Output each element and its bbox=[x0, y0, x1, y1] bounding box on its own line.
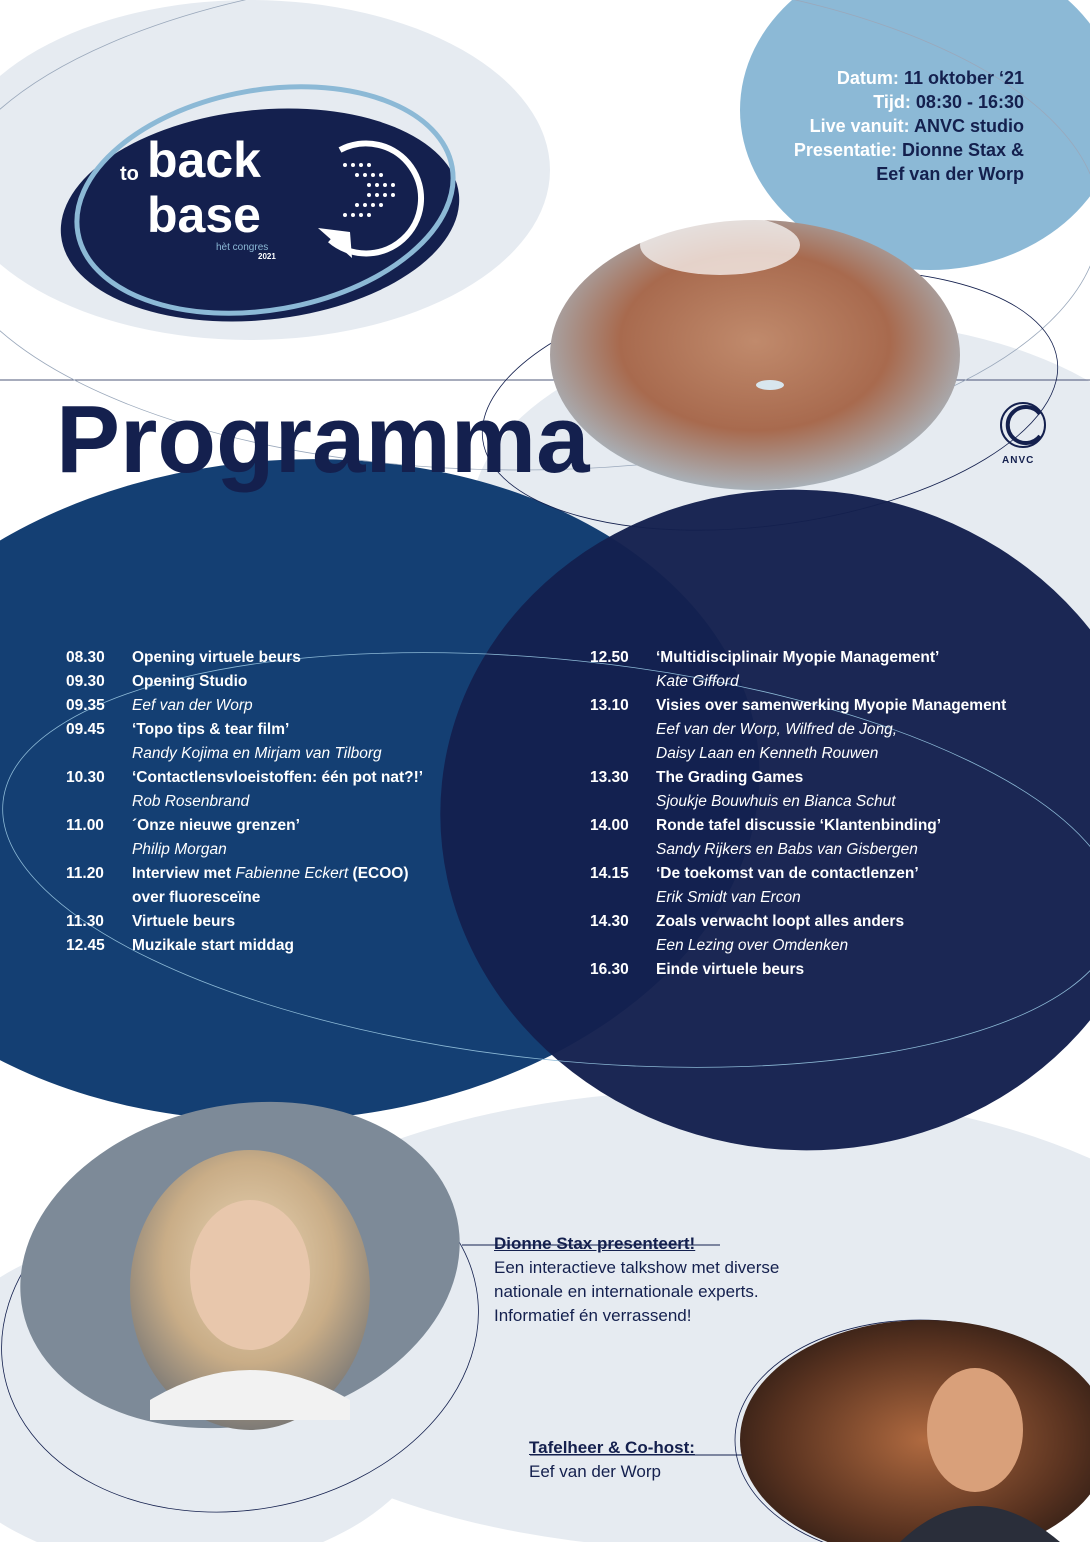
logo-tagline: hèt congres bbox=[216, 242, 269, 253]
program-description: Ronde tafel discussie ‘Klantenbinding’ bbox=[656, 817, 942, 834]
program-description: Virtuele beurs bbox=[132, 913, 236, 930]
eef-heading: Tafelheer & Co-host: bbox=[529, 1438, 695, 1457]
event-info bbox=[794, 66, 1024, 186]
program-description: Een Lezing over Omdenken bbox=[656, 937, 849, 954]
program-time: 12.50 bbox=[590, 649, 629, 666]
program-description-part: Interview met bbox=[132, 865, 236, 882]
program-description: ‘De toekomst van de contactlenzen’ bbox=[656, 865, 919, 882]
program-description: Rob Rosenbrand bbox=[132, 793, 250, 810]
program-row bbox=[66, 766, 486, 790]
program-row bbox=[66, 694, 486, 718]
program-description: Erik Smidt van Ercon bbox=[656, 889, 801, 906]
program-row bbox=[590, 814, 1050, 838]
program-description: Muzikale start middag bbox=[132, 937, 294, 954]
program-row bbox=[66, 646, 486, 670]
info-presenter: Presentatie: Dionne Stax & bbox=[793, 140, 1024, 160]
program-description: Visies over samenwerking Myopie Management bbox=[656, 697, 1007, 714]
eef-line: Eef van der Worp bbox=[529, 1462, 661, 1481]
program-description: Eef van der Worp, Wilfred de Jong, bbox=[656, 721, 898, 738]
program-description: ‘Multidisciplinair Myopie Management’ bbox=[656, 649, 940, 666]
program-description: Daisy Laan en Kenneth Rouwen bbox=[656, 745, 879, 762]
program-row bbox=[66, 790, 486, 814]
program-description: over fluoresceïne bbox=[132, 889, 261, 906]
dionne-block bbox=[494, 1232, 779, 1328]
program-time: 13.30 bbox=[590, 769, 629, 786]
program-description: Kate Gifford bbox=[656, 673, 739, 690]
program-time: 09.45 bbox=[66, 721, 105, 738]
program-time: 11.20 bbox=[66, 865, 104, 882]
program-row bbox=[66, 718, 486, 742]
program-row bbox=[590, 862, 1050, 886]
program-row bbox=[590, 958, 1050, 982]
program-time: 10.30 bbox=[66, 769, 105, 786]
info-presenter-2: Eef van der Worp bbox=[876, 164, 1024, 184]
program-row bbox=[66, 670, 486, 694]
dionne-heading: Dionne Stax presenteert! bbox=[494, 1234, 696, 1253]
eef-block bbox=[529, 1436, 695, 1484]
program-time: 11.00 bbox=[66, 817, 104, 834]
program-row bbox=[590, 646, 1050, 670]
dionne-line: Informatief én verrassend! bbox=[494, 1306, 692, 1325]
program-row bbox=[66, 862, 486, 886]
program-time: 12.45 bbox=[66, 937, 105, 954]
logo-year: 2021 bbox=[258, 252, 276, 261]
program-row bbox=[590, 742, 1050, 766]
program-row bbox=[590, 694, 1050, 718]
program-row bbox=[590, 790, 1050, 814]
program-description: Einde virtuele beurs bbox=[656, 961, 805, 978]
program-row bbox=[590, 670, 1050, 694]
program-row bbox=[590, 718, 1050, 742]
info-time: Tijd: 08:30 - 16:30 bbox=[873, 92, 1024, 112]
program-time: 14.00 bbox=[590, 817, 629, 834]
program-time: 16.30 bbox=[590, 961, 629, 978]
program-row bbox=[590, 838, 1050, 862]
program-description: Opening Studio bbox=[132, 673, 248, 690]
program-description: ‘Topo tips & tear film’ bbox=[132, 721, 290, 738]
info-location: Live vanuit: ANVC studio bbox=[809, 116, 1024, 136]
program-description: Sjoukje Bouwhuis en Bianca Schut bbox=[656, 793, 896, 810]
program-description: Randy Kojima en Mirjam van Tilborg bbox=[132, 745, 382, 762]
anvc-logo-text: ANVC bbox=[1002, 455, 1035, 466]
program-description: Opening virtuele beurs bbox=[132, 649, 301, 666]
program-description: The Grading Games bbox=[656, 769, 804, 786]
program-left-column bbox=[66, 646, 486, 958]
program-time: 11.30 bbox=[66, 913, 104, 930]
program-description: ´Onze nieuwe grenzen’ bbox=[132, 817, 300, 834]
program-time: 09.35 bbox=[66, 697, 105, 714]
program-row bbox=[590, 886, 1050, 910]
program-row bbox=[590, 934, 1050, 958]
dionne-line: nationale en internationale experts. bbox=[494, 1282, 759, 1301]
program-description bbox=[132, 862, 409, 886]
logo-to: to bbox=[120, 163, 139, 185]
program-row bbox=[66, 742, 486, 766]
program-row bbox=[66, 814, 486, 838]
program-description: Sandy Rijkers en Babs van Gisbergen bbox=[656, 841, 918, 858]
program-time: 14.15 bbox=[590, 865, 629, 882]
program-row bbox=[66, 910, 486, 934]
program-row bbox=[590, 766, 1050, 790]
program-time: 14.30 bbox=[590, 913, 629, 930]
program-right-column bbox=[590, 646, 1050, 982]
program-description: Philip Morgan bbox=[132, 841, 227, 858]
program-row bbox=[66, 886, 486, 910]
program-description: Zoals verwacht loopt alles anders bbox=[656, 913, 905, 930]
program-time: 09.30 bbox=[66, 673, 105, 690]
page-title: Programma bbox=[56, 386, 590, 493]
program-row bbox=[66, 838, 486, 862]
program-description: ‘Contactlensvloeistoffen: één pot nat?!’ bbox=[132, 769, 424, 786]
program-speaker-inline: Fabienne Eckert bbox=[235, 865, 349, 882]
program-description: Eef van der Worp bbox=[132, 697, 253, 714]
logo-base: base bbox=[147, 187, 261, 243]
logo-back: back bbox=[147, 132, 261, 188]
program-row bbox=[66, 934, 486, 958]
program-time: 08.30 bbox=[66, 649, 105, 666]
program-description-part: (ECOO) bbox=[348, 865, 409, 882]
info-date: Datum: 11 oktober ‘21 bbox=[836, 68, 1024, 88]
program-row bbox=[590, 910, 1050, 934]
dionne-line: Een interactieve talkshow met diverse bbox=[494, 1258, 780, 1277]
program-time: 13.10 bbox=[590, 697, 629, 714]
